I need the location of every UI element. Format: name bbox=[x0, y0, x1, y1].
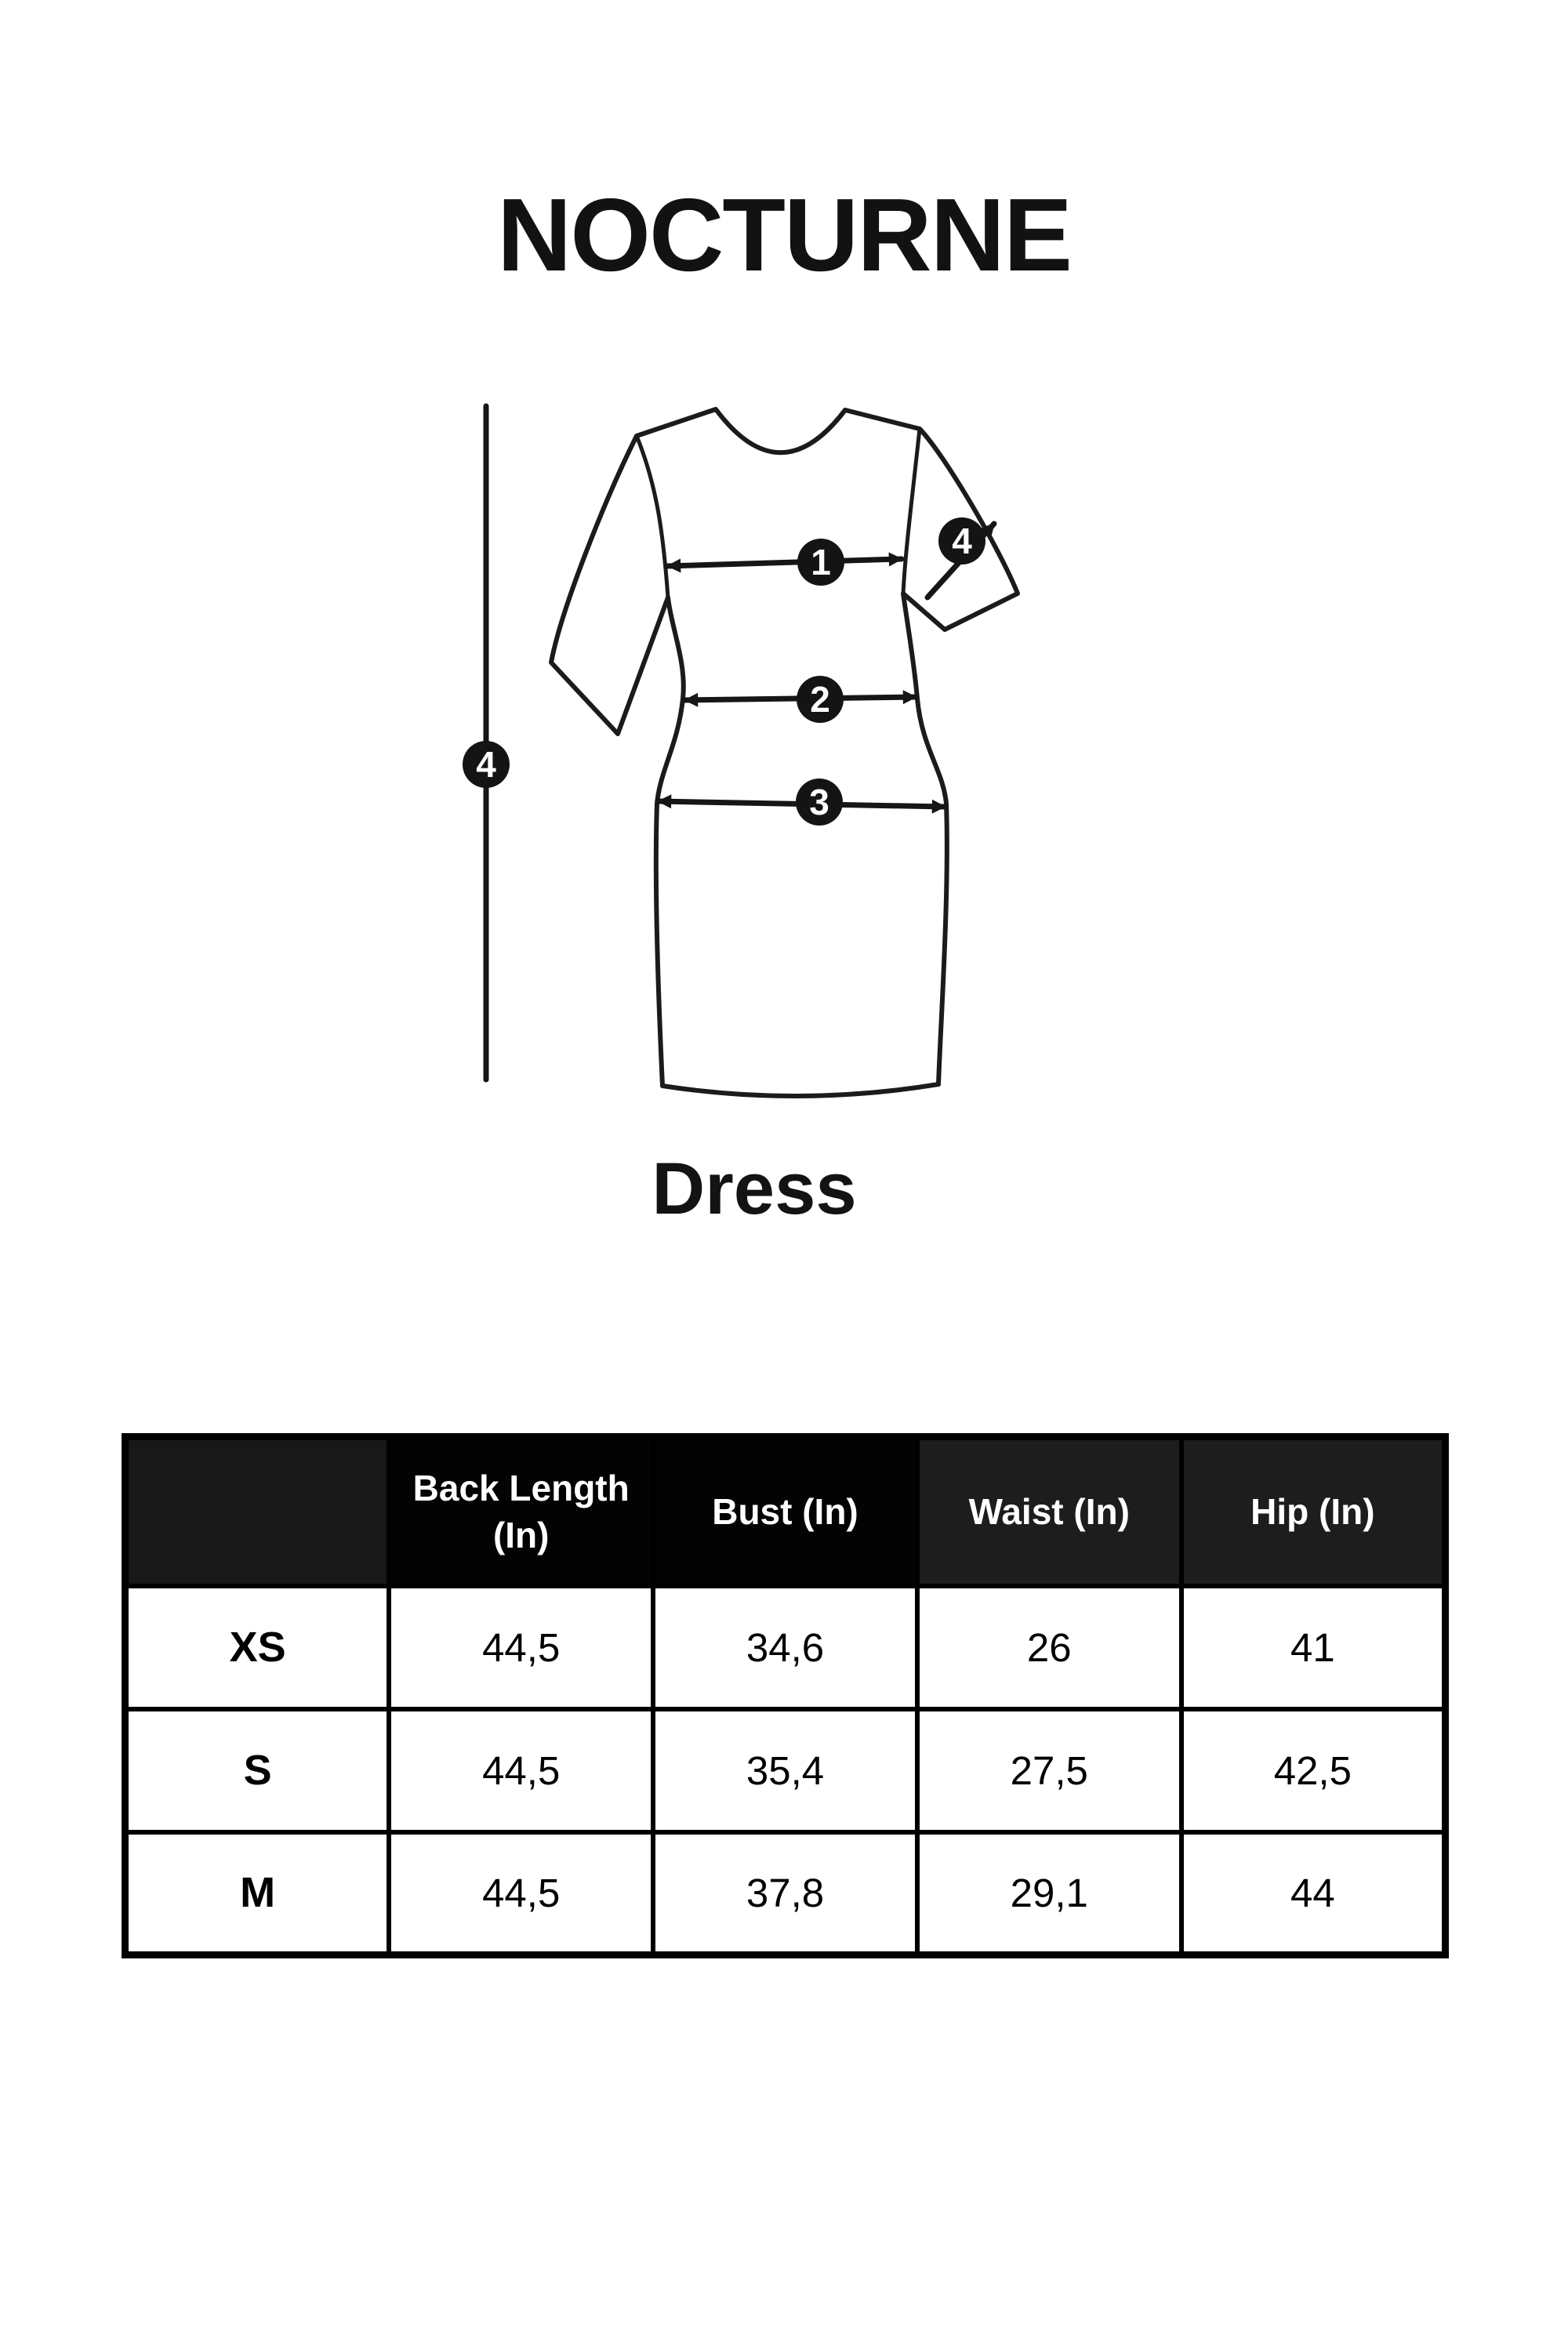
value-cell: 27,5 bbox=[917, 1709, 1181, 1832]
svg-text:2: 2 bbox=[810, 679, 830, 720]
value-cell: 37,8 bbox=[653, 1832, 917, 1955]
header-row bbox=[125, 1437, 1446, 1586]
header-cell-size bbox=[125, 1437, 390, 1586]
badge-back-length bbox=[463, 741, 510, 788]
header-cell-back-length: Back Length (In) bbox=[389, 1437, 653, 1586]
value-cell: 29,1 bbox=[917, 1832, 1181, 1955]
table-row-s bbox=[125, 1709, 1446, 1832]
table-row-m bbox=[125, 1832, 1446, 1955]
value-cell: 34,6 bbox=[653, 1586, 917, 1709]
badge-waist bbox=[797, 676, 844, 723]
dress-measurement-diagram bbox=[423, 345, 1066, 1176]
value-cell: 44,5 bbox=[389, 1832, 653, 1955]
header-cell-waist: Waist (In) bbox=[917, 1437, 1181, 1586]
header-cell-hip: Hip (In) bbox=[1181, 1437, 1446, 1586]
value-cell: 44,5 bbox=[389, 1586, 653, 1709]
value-cell: 42,5 bbox=[1181, 1709, 1446, 1832]
svg-text:4: 4 bbox=[476, 744, 496, 785]
dress-outline bbox=[551, 409, 1018, 1096]
garment-label: Dress bbox=[652, 1147, 857, 1229]
size-cell: XS bbox=[125, 1586, 390, 1709]
value-cell: 26 bbox=[917, 1586, 1181, 1709]
value-cell: 44,5 bbox=[389, 1709, 653, 1832]
brand-title: NOCTURNE bbox=[497, 177, 1071, 292]
table-row-xs bbox=[125, 1586, 1446, 1709]
svg-text:4: 4 bbox=[952, 521, 972, 561]
badge-bust bbox=[797, 539, 844, 586]
header-cell-bust: Bust (In) bbox=[653, 1437, 917, 1586]
svg-text:1: 1 bbox=[811, 542, 831, 583]
value-cell: 35,4 bbox=[653, 1709, 917, 1832]
size-cell: S bbox=[125, 1709, 390, 1832]
size-cell: M bbox=[125, 1832, 390, 1955]
value-cell: 41 bbox=[1181, 1586, 1446, 1709]
svg-text:3: 3 bbox=[809, 782, 829, 822]
size-table bbox=[122, 1433, 1449, 1958]
value-cell: 44 bbox=[1181, 1832, 1446, 1955]
badge-hip bbox=[796, 779, 843, 826]
badge-sleeve bbox=[938, 517, 985, 564]
